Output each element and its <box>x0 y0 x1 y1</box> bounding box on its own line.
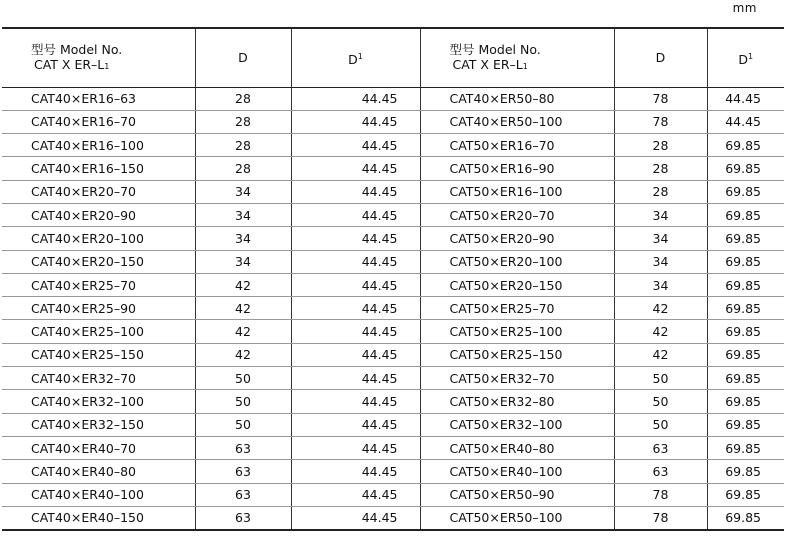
left-model-cell: CAT40×ER40–70 <box>2 436 195 459</box>
table-row <box>2 390 784 413</box>
table-row <box>2 203 784 226</box>
left-model-cell: CAT40×ER25–70 <box>2 273 195 296</box>
left-d-cell: 34 <box>195 250 291 273</box>
left-model-cell: CAT40×ER32–100 <box>2 390 195 413</box>
left-model-cell: CAT40×ER20–100 <box>2 227 195 250</box>
left-d1-cell: 44.45 <box>291 460 420 483</box>
left-d1-cell: 44.45 <box>291 180 420 203</box>
right-model-cell: CAT50×ER40–80 <box>420 436 614 459</box>
right-model-cell: CAT50×ER32–70 <box>420 367 614 390</box>
left-d1-cell: 44.45 <box>291 390 420 413</box>
right-d-cell: 50 <box>614 413 707 436</box>
table-row <box>2 227 784 250</box>
table-row <box>2 483 784 506</box>
right-model-cell: CAT50×ER25–70 <box>420 297 614 320</box>
right-d-cell: 78 <box>614 87 707 110</box>
right-d1-cell: 69.85 <box>707 436 784 459</box>
header-model-line2-sub: 1 <box>104 61 110 71</box>
header-row <box>2 28 784 87</box>
left-model-cell: CAT40×ER25–150 <box>2 343 195 366</box>
right-d1-cell: 69.85 <box>707 367 784 390</box>
right-d-cell: 28 <box>614 180 707 203</box>
right-d-cell: 28 <box>614 157 707 180</box>
header-model-left <box>2 28 195 87</box>
left-d1-cell: 44.45 <box>291 413 420 436</box>
table-row <box>2 87 784 110</box>
right-d1-cell: 69.85 <box>707 297 784 320</box>
left-d1-cell: 44.45 <box>291 110 420 133</box>
right-model-cell: CAT50×ER25–100 <box>420 320 614 343</box>
header-d-right: D <box>614 28 707 87</box>
right-d1-cell: 69.85 <box>707 343 784 366</box>
left-d-cell: 63 <box>195 506 291 529</box>
right-d-cell: 63 <box>614 436 707 459</box>
left-d1-cell: 44.45 <box>291 157 420 180</box>
right-d1-cell: 69.85 <box>707 273 784 296</box>
header-model-right <box>420 28 614 87</box>
right-d-cell: 34 <box>614 203 707 226</box>
spec-table <box>2 27 784 531</box>
table-row <box>2 320 784 343</box>
right-model-cell: CAT50×ER16–100 <box>420 180 614 203</box>
right-d-cell: 34 <box>614 273 707 296</box>
right-d-cell: 63 <box>614 460 707 483</box>
table-row <box>2 180 784 203</box>
right-d1-cell: 69.85 <box>707 413 784 436</box>
left-d1-cell: 44.45 <box>291 320 420 343</box>
right-d-cell: 42 <box>614 320 707 343</box>
header-model-line1: 型号 Model No. <box>31 41 123 57</box>
right-d1-cell: 69.85 <box>707 250 784 273</box>
header-d1-main: D <box>738 51 749 67</box>
right-d-cell: 78 <box>614 506 707 529</box>
right-d-cell: 78 <box>614 110 707 133</box>
table-row <box>2 460 784 483</box>
left-d-cell: 34 <box>195 180 291 203</box>
table-body <box>2 87 784 530</box>
right-d1-cell: 69.85 <box>707 227 784 250</box>
left-d1-cell: 44.45 <box>291 227 420 250</box>
right-model-cell: CAT50×ER20–70 <box>420 203 614 226</box>
left-d-cell: 63 <box>195 436 291 459</box>
left-d-cell: 34 <box>195 203 291 226</box>
header-d1-main: D <box>348 51 358 67</box>
right-model-cell: CAT50×ER20–150 <box>420 273 614 296</box>
right-d1-cell: 69.85 <box>707 390 784 413</box>
header-model-line2-main: CAT X ER–L <box>34 56 105 72</box>
left-d-cell: 50 <box>195 367 291 390</box>
right-d-cell: 34 <box>614 227 707 250</box>
table-row <box>2 157 784 180</box>
left-d1-cell: 44.45 <box>291 203 420 226</box>
table-row <box>2 413 784 436</box>
right-d-cell: 50 <box>614 390 707 413</box>
right-d1-cell: 69.85 <box>707 180 784 203</box>
left-d-cell: 50 <box>195 390 291 413</box>
left-model-cell: CAT40×ER16–150 <box>2 157 195 180</box>
header-d-left: D <box>195 28 291 87</box>
left-d1-cell: 44.45 <box>291 297 420 320</box>
left-model-cell: CAT40×ER16–100 <box>2 134 195 157</box>
left-d1-cell: 44.45 <box>291 87 420 110</box>
left-d1-cell: 44.45 <box>291 436 420 459</box>
right-model-cell: CAT50×ER50–90 <box>420 483 614 506</box>
table-row <box>2 297 784 320</box>
left-model-cell: CAT40×ER25–90 <box>2 297 195 320</box>
left-d1-cell: 44.45 <box>291 367 420 390</box>
left-model-cell: CAT40×ER32–70 <box>2 367 195 390</box>
header-model-line2-main: CAT X ER–L <box>452 56 523 72</box>
right-d1-cell: 69.85 <box>707 157 784 180</box>
left-d-cell: 28 <box>195 110 291 133</box>
left-d-cell: 28 <box>195 87 291 110</box>
left-model-cell: CAT40×ER16–70 <box>2 110 195 133</box>
left-model-cell: CAT40×ER40–150 <box>2 506 195 529</box>
left-model-cell: CAT40×ER20–70 <box>2 180 195 203</box>
right-d1-cell: 44.45 <box>707 87 784 110</box>
right-d1-cell: 69.85 <box>707 134 784 157</box>
header-model-line2 <box>450 57 614 74</box>
right-model-cell: CAT50×ER32–80 <box>420 390 614 413</box>
left-d-cell: 42 <box>195 273 291 296</box>
header-d1-right <box>707 28 784 87</box>
left-d-cell: 28 <box>195 134 291 157</box>
table-row <box>2 134 784 157</box>
right-d-cell: 78 <box>614 483 707 506</box>
left-model-cell: CAT40×ER20–90 <box>2 203 195 226</box>
right-d1-cell: 69.85 <box>707 483 784 506</box>
right-model-cell: CAT50×ER50–100 <box>420 506 614 529</box>
right-d-cell: 28 <box>614 134 707 157</box>
right-d-cell: 50 <box>614 367 707 390</box>
right-model-cell: CAT40×ER50–80 <box>420 87 614 110</box>
table-header <box>2 28 784 87</box>
table-row <box>2 367 784 390</box>
header-model-line2-sub: 1 <box>522 61 528 71</box>
right-d-cell: 42 <box>614 343 707 366</box>
left-d-cell: 42 <box>195 297 291 320</box>
header-d1-left <box>291 28 420 87</box>
right-model-cell: CAT50×ER25–150 <box>420 343 614 366</box>
header-model-line1: 型号 Model No. <box>449 41 541 57</box>
left-d1-cell: 44.45 <box>291 134 420 157</box>
header-d1-sup: 1 <box>357 51 363 61</box>
right-model-cell: CAT50×ER40–100 <box>420 460 614 483</box>
left-d1-cell: 44.45 <box>291 506 420 529</box>
left-d1-cell: 44.45 <box>291 343 420 366</box>
left-model-cell: CAT40×ER16–63 <box>2 87 195 110</box>
left-d-cell: 42 <box>195 320 291 343</box>
right-model-cell: CAT50×ER20–100 <box>420 250 614 273</box>
right-d-cell: 42 <box>614 297 707 320</box>
left-d-cell: 28 <box>195 157 291 180</box>
table-row <box>2 436 784 459</box>
left-model-cell: CAT40×ER25–100 <box>2 320 195 343</box>
table-row <box>2 273 784 296</box>
left-d1-cell: 44.45 <box>291 273 420 296</box>
right-model-cell: CAT50×ER20–90 <box>420 227 614 250</box>
left-d1-cell: 44.45 <box>291 250 420 273</box>
unit-label: mm <box>732 1 757 15</box>
right-d1-cell: 69.85 <box>707 506 784 529</box>
right-model-cell: CAT50×ER32–100 <box>420 413 614 436</box>
left-d-cell: 34 <box>195 227 291 250</box>
left-model-cell: CAT40×ER40–80 <box>2 460 195 483</box>
right-d1-cell: 69.85 <box>707 320 784 343</box>
right-d1-cell: 44.45 <box>707 110 784 133</box>
left-d-cell: 42 <box>195 343 291 366</box>
left-d-cell: 63 <box>195 460 291 483</box>
right-d1-cell: 69.85 <box>707 460 784 483</box>
right-model-cell: CAT50×ER16–90 <box>420 157 614 180</box>
table-row <box>2 506 784 529</box>
left-d1-cell: 44.45 <box>291 483 420 506</box>
right-model-cell: CAT50×ER16–70 <box>420 134 614 157</box>
left-d-cell: 63 <box>195 483 291 506</box>
right-model-cell: CAT40×ER50–100 <box>420 110 614 133</box>
right-d1-cell: 69.85 <box>707 203 784 226</box>
table-row <box>2 343 784 366</box>
header-d1-sup: 1 <box>748 51 754 61</box>
right-d-cell: 34 <box>614 250 707 273</box>
header-model-line2 <box>31 57 195 74</box>
left-model-cell: CAT40×ER32–150 <box>2 413 195 436</box>
left-model-cell: CAT40×ER40–100 <box>2 483 195 506</box>
table-row <box>2 250 784 273</box>
left-model-cell: CAT40×ER20–150 <box>2 250 195 273</box>
left-d-cell: 50 <box>195 413 291 436</box>
table-row <box>2 110 784 133</box>
